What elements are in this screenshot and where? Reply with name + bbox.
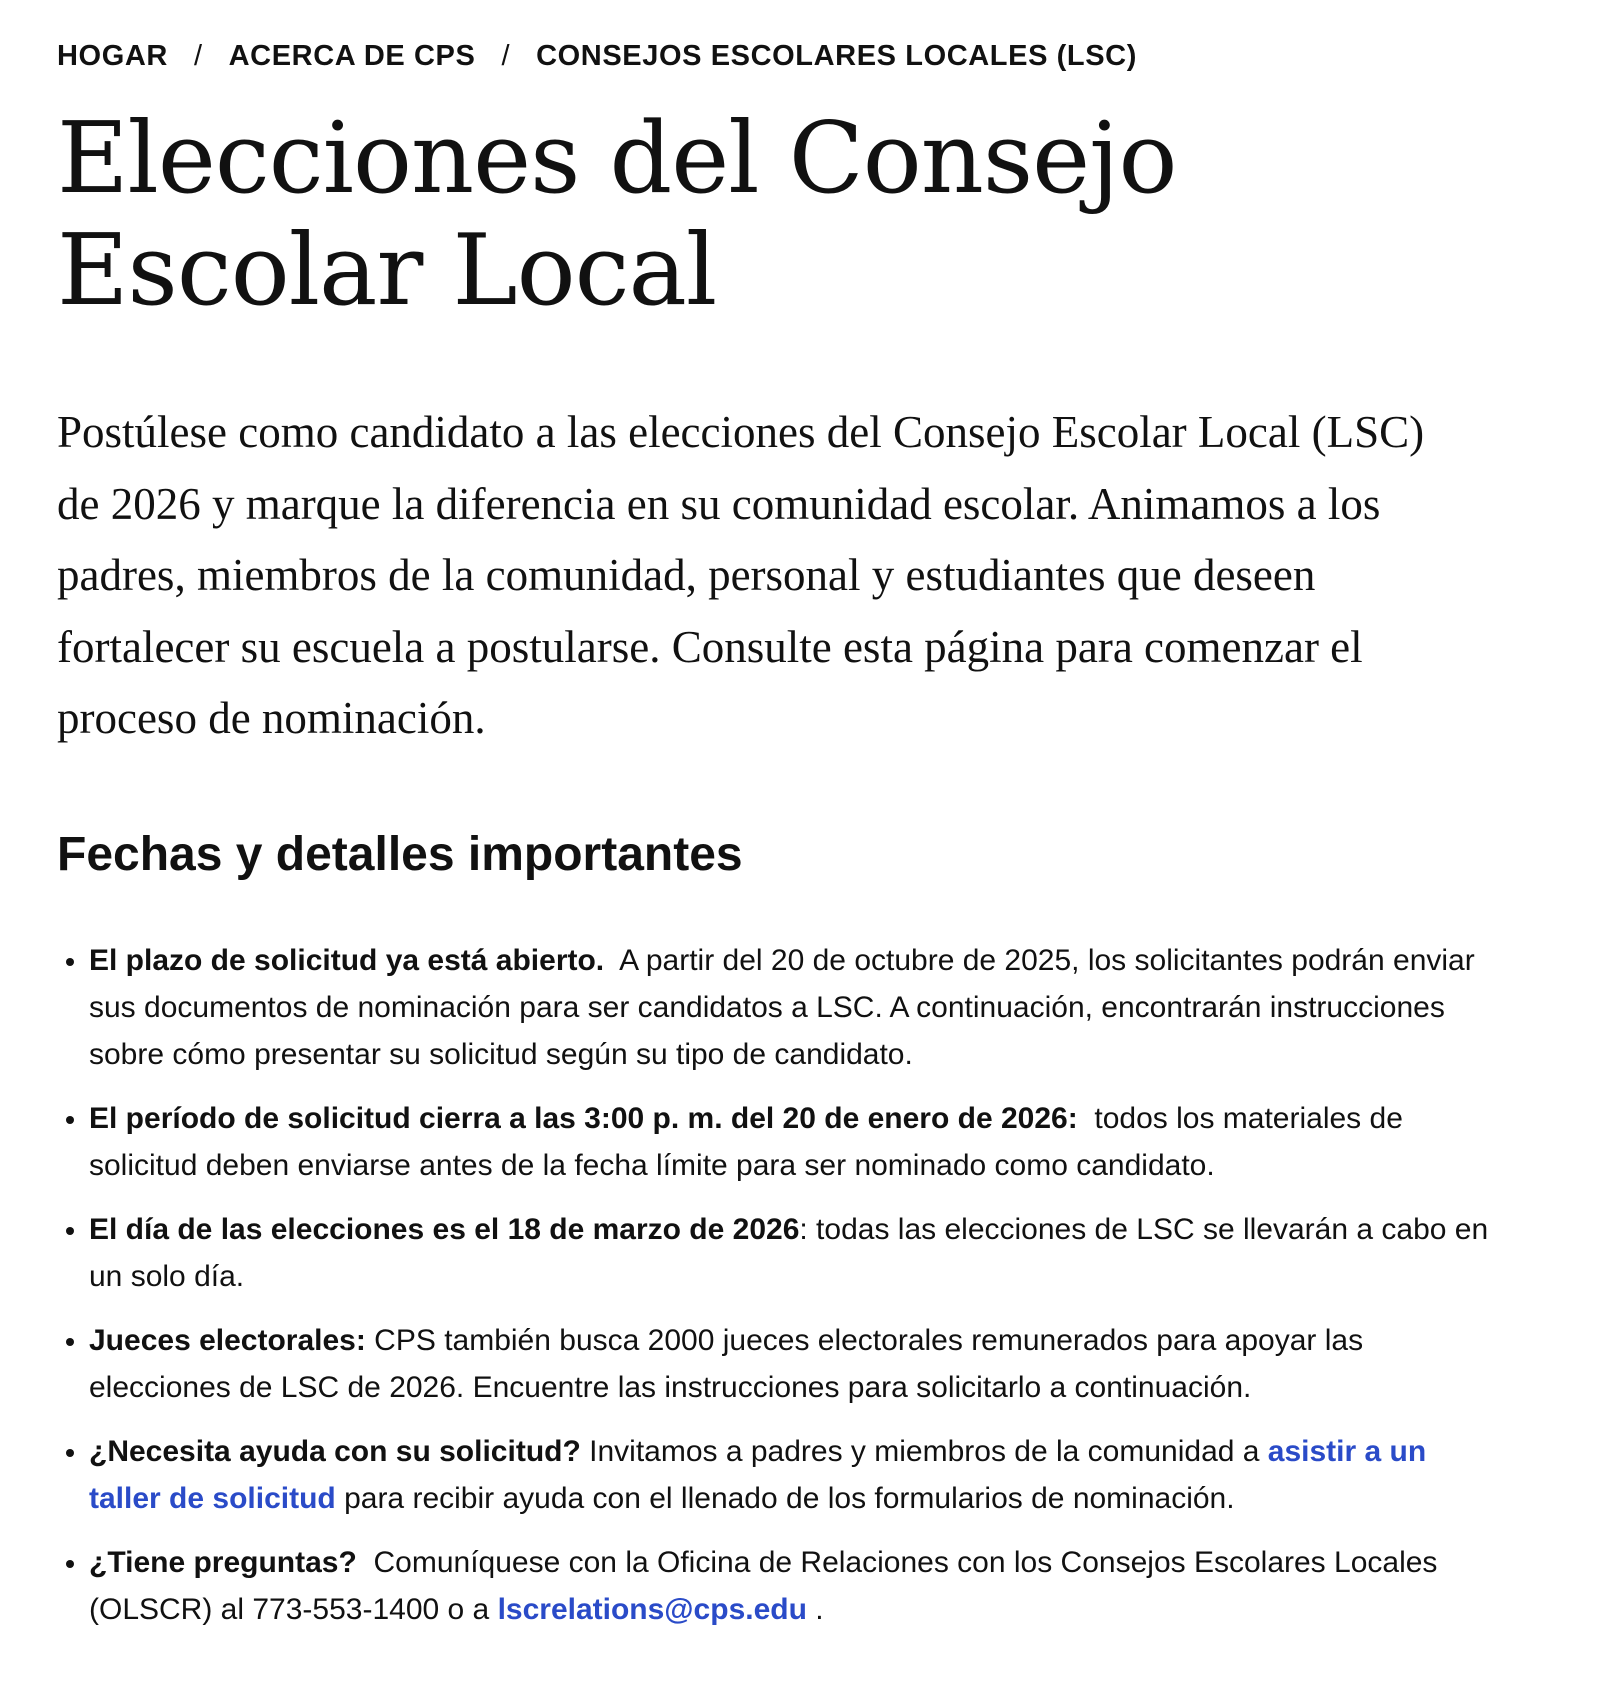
item-bold: Jueces electorales: bbox=[89, 1323, 366, 1357]
item-bold: ¿Necesita ayuda con su solicitud? bbox=[89, 1434, 581, 1468]
list-item bbox=[89, 1095, 1489, 1189]
page-title: Elecciones del Consejo Escolar Local bbox=[57, 102, 1177, 328]
important-dates-list bbox=[57, 937, 1489, 1633]
section-heading: Fechas y detalles importantes bbox=[57, 827, 743, 881]
list-item bbox=[89, 937, 1489, 1078]
workshop-link[interactable]: asistir a un taller de solicitud bbox=[89, 1434, 1427, 1515]
item-text: todos los materiales de solicitud deben enviarse antes de la fecha límite para ser nominado como candidato. bbox=[89, 1101, 1412, 1182]
list-item bbox=[89, 1206, 1489, 1300]
item-text: CPS también busca 2000 jueces electorales remunerados para apoyar las elecciones de LSC de 2026. Encuentre las instrucciones para solicitarlo a continuación. bbox=[89, 1323, 1372, 1404]
list-item bbox=[89, 1428, 1489, 1522]
breadcrumb-about-cps[interactable]: ACERCA DE CPS bbox=[228, 40, 476, 72]
breadcrumb bbox=[57, 40, 1487, 73]
item-bold: ¿Tiene preguntas? bbox=[89, 1545, 357, 1579]
list-item bbox=[89, 1317, 1489, 1411]
page-content bbox=[57, 0, 1487, 1650]
breadcrumb-lsc[interactable]: CONSEJOS ESCOLARES LOCALES (LSC) bbox=[536, 40, 1137, 72]
item-text: Invitamos a padres y miembros de la comunidad a bbox=[580, 1434, 1268, 1468]
item-text: A partir del 20 de octubre de 2025, los solicitantes podrán enviar sus documentos de nominación para ser candidatos a LSC. A continuación, encontrarán instrucciones sobre cómo presentar su solicitud según su tipo de candidato. bbox=[89, 943, 1484, 1071]
item-text: Comuníquese con la Oficina de Relaciones con los Consejos Escolares Locales (OLSCR) al 773-553-1400 o a bbox=[89, 1545, 1446, 1626]
breadcrumb-separator: / bbox=[501, 40, 511, 72]
item-text: . bbox=[806, 1592, 824, 1626]
intro-paragraph: Postúlese como candidato a las elecciones del Consejo Escolar Local (LSC) de 2026 y marque la diferencia en su comunidad escolar. Animamos a los padres, miembros de la comunidad, personal y estudiantes que deseen fortalecer su escuela a postularse. Consulte esta página para comenzar el proceso de nominación. bbox=[57, 407, 1425, 743]
breadcrumb-home[interactable]: HOGAR bbox=[57, 40, 168, 72]
item-text: para recibir ayuda con el llenado de los formularios de nominación. bbox=[335, 1481, 1235, 1515]
item-bold: El plazo de solicitud ya está abierto. bbox=[89, 943, 605, 977]
list-item bbox=[89, 1539, 1489, 1633]
item-bold: El período de solicitud cierra a las 3:00 p. m. del 20 de enero de 2026: bbox=[89, 1101, 1078, 1135]
breadcrumb-separator: / bbox=[193, 40, 203, 72]
item-bold: El día de las elecciones es el 18 de marzo de 2026 bbox=[89, 1212, 800, 1246]
email-link[interactable]: lscrelations@cps.edu bbox=[497, 1592, 807, 1626]
item-text: : todas las elecciones de LSC se llevarán a cabo en un solo día. bbox=[89, 1212, 1489, 1293]
